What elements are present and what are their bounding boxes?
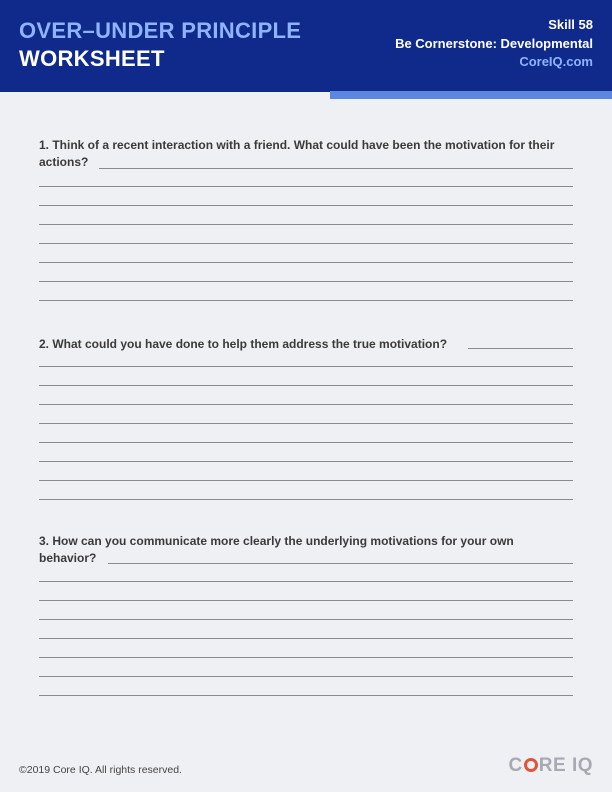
answer-line[interactable] [39,600,573,601]
answer-line[interactable] [39,461,573,462]
answer-line[interactable] [468,348,573,349]
copyright-text: ©2019 Core IQ. All rights reserved. [19,764,182,776]
question-2 [39,336,573,353]
question-3 [39,533,573,567]
answer-line[interactable] [39,480,573,481]
logo-o-icon [524,758,538,772]
question-1-line2: actions? [39,155,89,169]
question-3-line2: behavior? [39,551,97,565]
answer-line[interactable] [39,657,573,658]
answer-line[interactable] [39,385,573,386]
answer-line[interactable] [39,581,573,582]
skill-number: Skill 58 [548,17,593,32]
skill-info [395,16,593,72]
answer-line[interactable] [39,186,573,187]
answer-line[interactable] [39,366,573,367]
answer-line[interactable] [39,300,573,301]
answer-line[interactable] [108,563,573,564]
core-iq-logo: C RE IQ [508,755,593,776]
worksheet-title: OVER–UNDER PRINCIPLE [19,18,302,43]
answer-line[interactable] [99,168,573,169]
answer-line[interactable] [39,499,573,500]
answer-line[interactable] [39,205,573,206]
skill-category: Be Cornerstone: Developmental [395,35,593,51]
answer-line[interactable] [39,695,573,696]
site-link[interactable]: CoreIQ.com [519,54,593,69]
answer-line[interactable] [39,423,573,424]
header-accent-bar [330,91,612,99]
answer-line[interactable] [39,281,573,282]
answer-line[interactable] [39,442,573,443]
answer-line[interactable] [39,638,573,639]
answer-line[interactable] [39,224,573,225]
question-2-line1: 2. What could you have done to help them address the true motivation? [39,337,448,351]
question-1-line1: 1. Think of a recent interaction with a friend. What could have been the motivation for their [39,138,555,152]
answer-line[interactable] [39,619,573,620]
question-1 [39,137,573,171]
worksheet-subtitle: WORKSHEET [19,46,165,71]
question-3-line1: 3. How can you communicate more clearly the underlying motivations for your own [39,534,514,548]
answer-line[interactable] [39,243,573,244]
answer-line[interactable] [39,262,573,263]
answer-line[interactable] [39,404,573,405]
answer-line[interactable] [39,676,573,677]
